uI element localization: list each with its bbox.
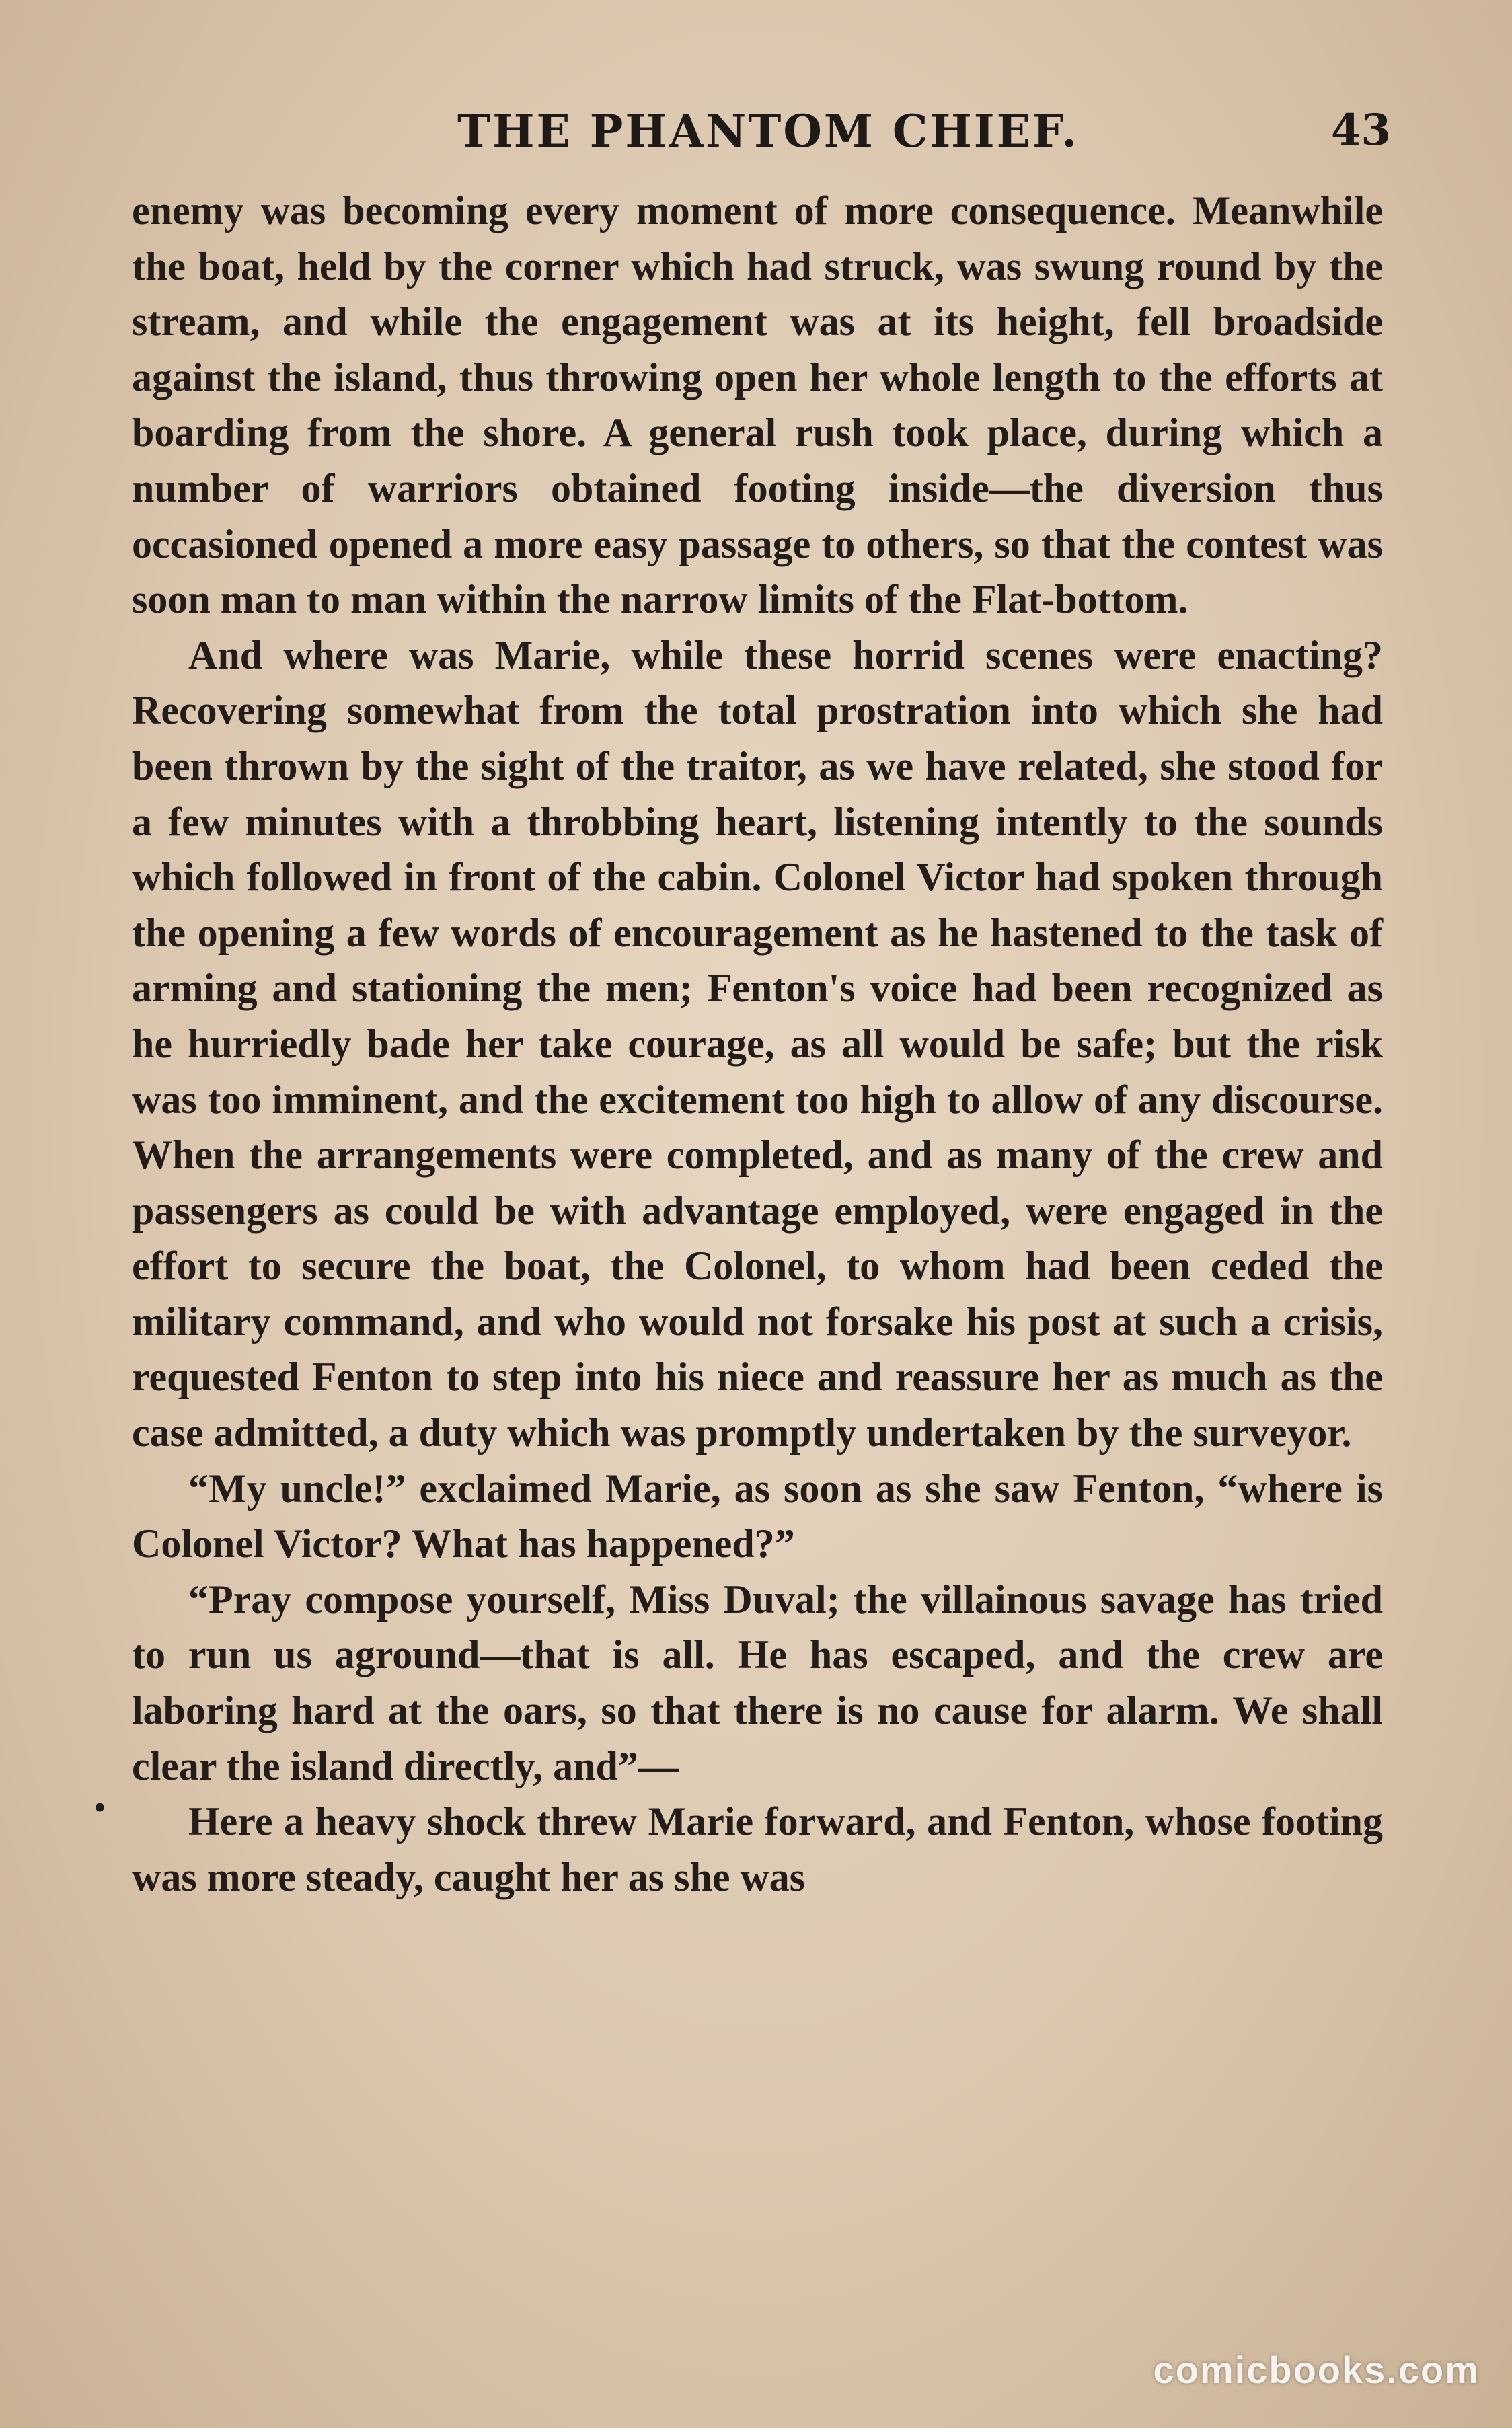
watermark: comicbooks.com	[1153, 2349, 1480, 2391]
margin-mark: •	[94, 1790, 106, 1825]
paragraph-2: And where was Marie, while these horrid scenes were enacting? Recovering somewhat from the total prostration into which she had been thrown by the sight of the traitor, as we have related, she stood for a few minutes with a throbbing heart, listening intently to the sounds which followed in front of the cabin. Colonel Victor had spoken through the opening a few words of encouragement as he hastened to the task of arming and stationing the men; Fenton's voice had been recognized as he hurriedly bade her take courage, as all would be safe; but the risk was too imminent, and the excitement too high to allow of any discourse. When the arrangements were completed, and as many of the crew and passengers as could be with advantage employed, were engaged in the effort to secure the boat, the Colonel, to whom had been ceded the military command, and who would not forsake his post at such a crisis, requested Fenton to step into his niece and reassure her as much as the case admitted, a duty which was promptly undertaken by the surveyor.	[132, 632, 1383, 1455]
paragraph-3: “My uncle!” exclaimed Marie, as soon as she saw Fenton, “where is Colonel Victor? What has happened?”	[132, 1466, 1383, 1566]
paragraph-4: “Pray compose yourself, Miss Duval; the villainous savage has tried to run us aground—that is all. He has escaped, and the crew are laboring hard at the oars, so that there is no cause for alarm. We shall clear the island directly, and”—	[132, 1577, 1383, 1788]
running-title: THE PHANTOM CHIEF.	[457, 105, 1080, 157]
running-head	[135, 101, 1391, 161]
body-text	[132, 183, 1383, 1905]
paragraph-5: Here a heavy shock threw Marie forward, and Fenton, whose footing was more steady, caught her as she was	[132, 1799, 1383, 1899]
paragraph-1: enemy was becoming every moment of more consequence. Meanwhile the boat, held by the corner which had struck, was swung round by the stream, and while the engagement was at its height, fell broadside against the island, thus throwing open her whole length to the efforts at boarding from the shore. A general rush took place, during which a number of warriors obtained footing inside—the diversion thus occasioned opened a more easy passage to others, so that the contest was soon man to man within the narrow limits of the Flat-bottom.	[132, 188, 1383, 622]
page-number: 43	[1330, 105, 1391, 155]
